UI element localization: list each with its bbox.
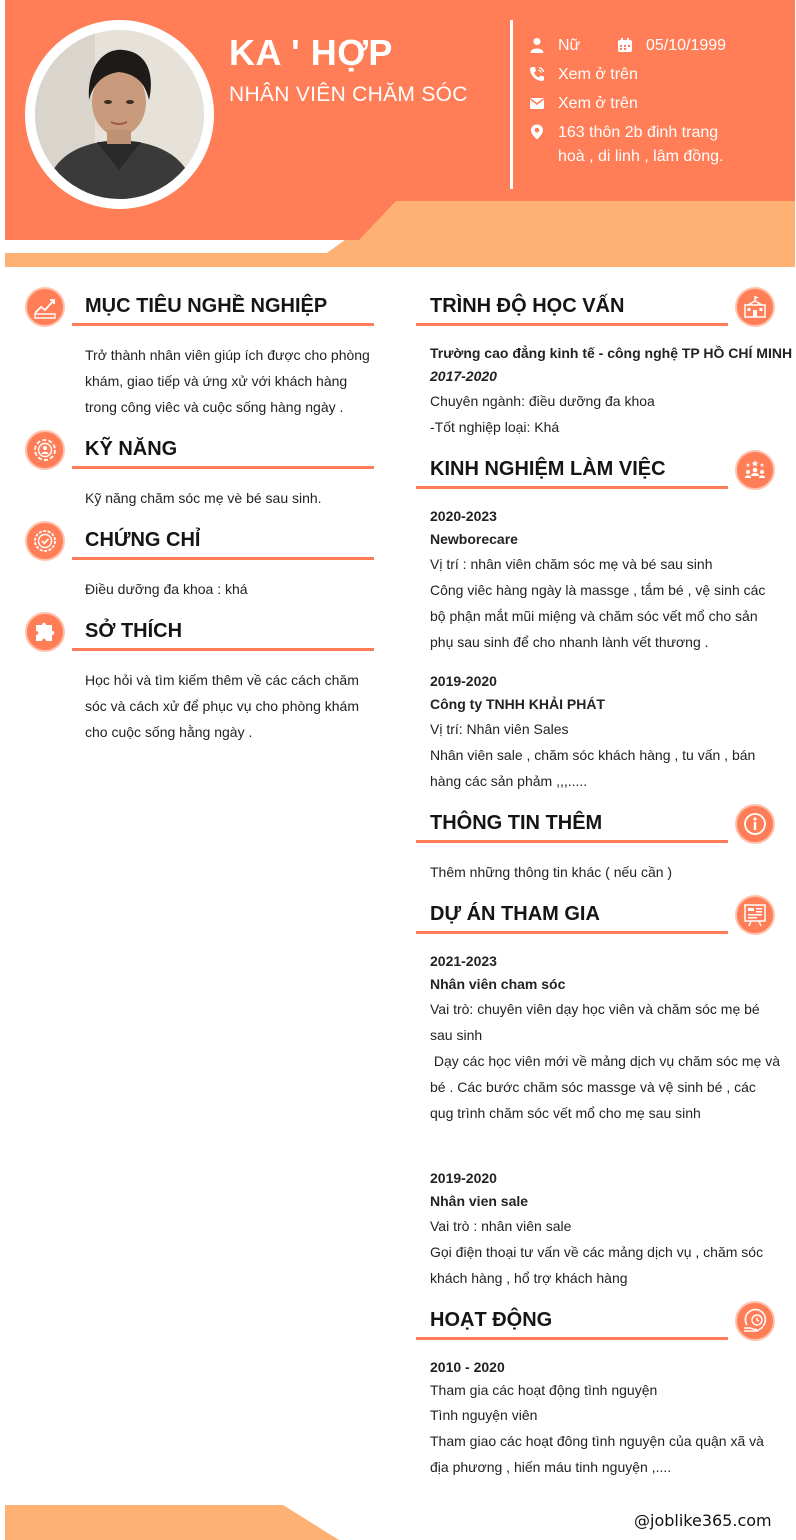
project-1-description [430, 996, 780, 1126]
certificate-badge-icon [25, 521, 65, 561]
experience-1-description [430, 577, 775, 655]
skills-gear-icon [25, 430, 65, 470]
project-1-line: sau sinh [430, 1027, 483, 1043]
clock-hand-icon [735, 1301, 775, 1341]
project-2-line: Gọi điện thoại tư vấn về các mảng dịch vụ , chăm sóc [430, 1244, 764, 1260]
project-1-name: Nhân viên cham sóc [430, 976, 566, 992]
project-1-years: 2021-2023 [430, 953, 497, 969]
experience-title: KINH NGHIỆM LÀM VIỆC [430, 458, 666, 480]
education-underline [416, 323, 728, 326]
education-years: 2017-2020 [430, 368, 497, 384]
experience-1-line: phụ sau sinh để cho nhanh lành vết thương . [430, 634, 709, 650]
project-2-years: 2019-2020 [430, 1170, 497, 1186]
hobbies-text [85, 667, 374, 745]
experience-1-line: bộ phận mắt mũi miệng và chăm sóc vết mổ cho sản [430, 608, 758, 624]
calendar-icon [617, 37, 633, 53]
skills-title: KỸ NĂNG [85, 438, 178, 460]
extra-info-underline [416, 840, 728, 843]
project-1-line: qug trình chăm sóc vết mổ cho mẹ sau sinh [430, 1105, 701, 1121]
experience-underline [416, 486, 728, 489]
skills-underline [72, 466, 374, 469]
hobbies-line: Học hỏi và tìm kiếm thêm về các cách chăm [85, 672, 359, 688]
avatar [35, 30, 204, 199]
project-board-icon [735, 895, 775, 935]
project-2-description [430, 1213, 775, 1291]
activities-underline [416, 1337, 728, 1340]
experience-2-description [430, 742, 775, 794]
chart-growth-icon [25, 287, 65, 327]
experience-1-line: Công viêc hàng ngày là massge , tắm bé , vệ sinh các [430, 582, 766, 598]
school-icon [735, 287, 775, 327]
footer-brand: @joblike365.com [634, 1511, 772, 1530]
hobbies-underline [72, 648, 374, 651]
project-1-line: Vai trò: chuyên viên dạy học viên và chăm sóc mẹ bé [430, 1001, 760, 1017]
experience-2-company: Công ty TNHH KHẢI PHÁT [430, 696, 605, 712]
project-1-line: bé . Các bước chăm sóc massge và vệ sinh bé , các [430, 1079, 756, 1095]
cv-header [5, 0, 795, 267]
hobbies-line: cho cuộc sống hằng ngày . [85, 724, 253, 740]
objective-line: khám, giao tiếp và ứng xử với khách hàng [85, 373, 348, 389]
project-1-line: Dạy các học viên mới về mảng dịch vụ chăm sóc mẹ và [430, 1053, 780, 1069]
experience-2-years: 2019-2020 [430, 673, 497, 689]
objective-title: MỤC TIÊU NGHỀ NGHIỆP [85, 295, 328, 317]
activities-line: Tình nguyện viên [430, 1407, 538, 1423]
project-2-line: Vai trò : nhân viên sale [430, 1218, 572, 1234]
activities-years: 2010 - 2020 [430, 1359, 505, 1375]
location-pin-icon [529, 124, 545, 140]
experience-2-line: hàng các sản phảm ,,,..... [430, 773, 588, 789]
address-line-2: hoà , di linh , lâm đồng. [558, 148, 724, 165]
header-divider [510, 20, 513, 189]
activities-line: Tham giao các hoạt đông tình nguyện của quận xã và [430, 1433, 764, 1449]
certificates-title: CHỨNG CHỈ [85, 529, 201, 551]
puzzle-icon [25, 612, 65, 652]
hobbies-title: SỞ THÍCH [85, 620, 183, 642]
skills-text: Kỹ năng chăm sóc mẹ vè bé sau sinh. [85, 490, 322, 506]
candidate-name: KA ' HỢP [229, 32, 393, 73]
team-stars-icon [735, 450, 775, 490]
activities-line: Tham gia các hoạt động tình nguyện [430, 1382, 658, 1398]
birthdate-text: 05/10/1999 [646, 37, 727, 54]
project-2-name: Nhân vien sale [430, 1193, 529, 1209]
experience-1-company: Newborecare [430, 531, 518, 547]
school-name: Trường cao đẳng kinh tế - công nghệ TP HỒ CHÍ MINH [430, 345, 793, 361]
projects-underline [416, 931, 728, 934]
certificates-underline [72, 557, 374, 560]
experience-2-position: Vị trí: Nhân viên Sales [430, 721, 569, 737]
project-2-line: khách hàng , hổ trợ khách hàng [430, 1270, 628, 1286]
education-grade: -Tốt nghiệp loại: Khá [430, 419, 560, 435]
email-text: Xem ở trên [558, 95, 638, 112]
footer-decoration [5, 1505, 339, 1540]
hobbies-line: sóc và cách xử để phục vụ cho phòng khám [85, 698, 359, 714]
objective-text [85, 342, 374, 420]
certificates-text: Điều dưỡng đa khoa : khá [85, 581, 248, 597]
activities-line: địa phương , hiến máu tinh nguyện ,.... [430, 1459, 672, 1475]
extra-info-title: THÔNG TIN THÊM [430, 812, 603, 834]
objective-line: trong công viêc và cuộc sống hàng ngày . [85, 399, 344, 415]
gender-text: Nữ [558, 37, 581, 54]
experience-1-position: Vị trí : nhân viên chăm sóc mẹ và bé sau sinh [430, 556, 713, 572]
phone-text: Xem ở trên [558, 66, 638, 83]
projects-title: DỰ ÁN THAM GIA [430, 903, 600, 925]
experience-1-years: 2020-2023 [430, 508, 497, 524]
address-line-1: 163 thôn 2b đinh trang [558, 124, 719, 141]
person-icon [529, 37, 545, 53]
candidate-role: NHÂN VIÊN CHĂM SÓC [229, 83, 468, 106]
info-icon [735, 804, 775, 844]
activities-description [430, 1428, 775, 1480]
objective-line: Trở thành nhân viên giúp ích được cho phòng [85, 347, 370, 363]
activities-title: HOẠT ĐỘNG [430, 1309, 553, 1331]
experience-2-line: Nhân viên sale , chăm sóc khách hàng , tu vấn , bán [430, 747, 756, 763]
extra-info-text: Thêm những thông tin khác ( nếu cần ) [430, 864, 673, 880]
education-major: Chuyên ngành: điều dưỡng đa khoa [430, 393, 655, 409]
email-icon [529, 95, 545, 111]
education-title: TRÌNH ĐỘ HỌC VẤN [430, 295, 625, 317]
phone-icon [529, 66, 545, 82]
objective-underline [72, 323, 374, 326]
